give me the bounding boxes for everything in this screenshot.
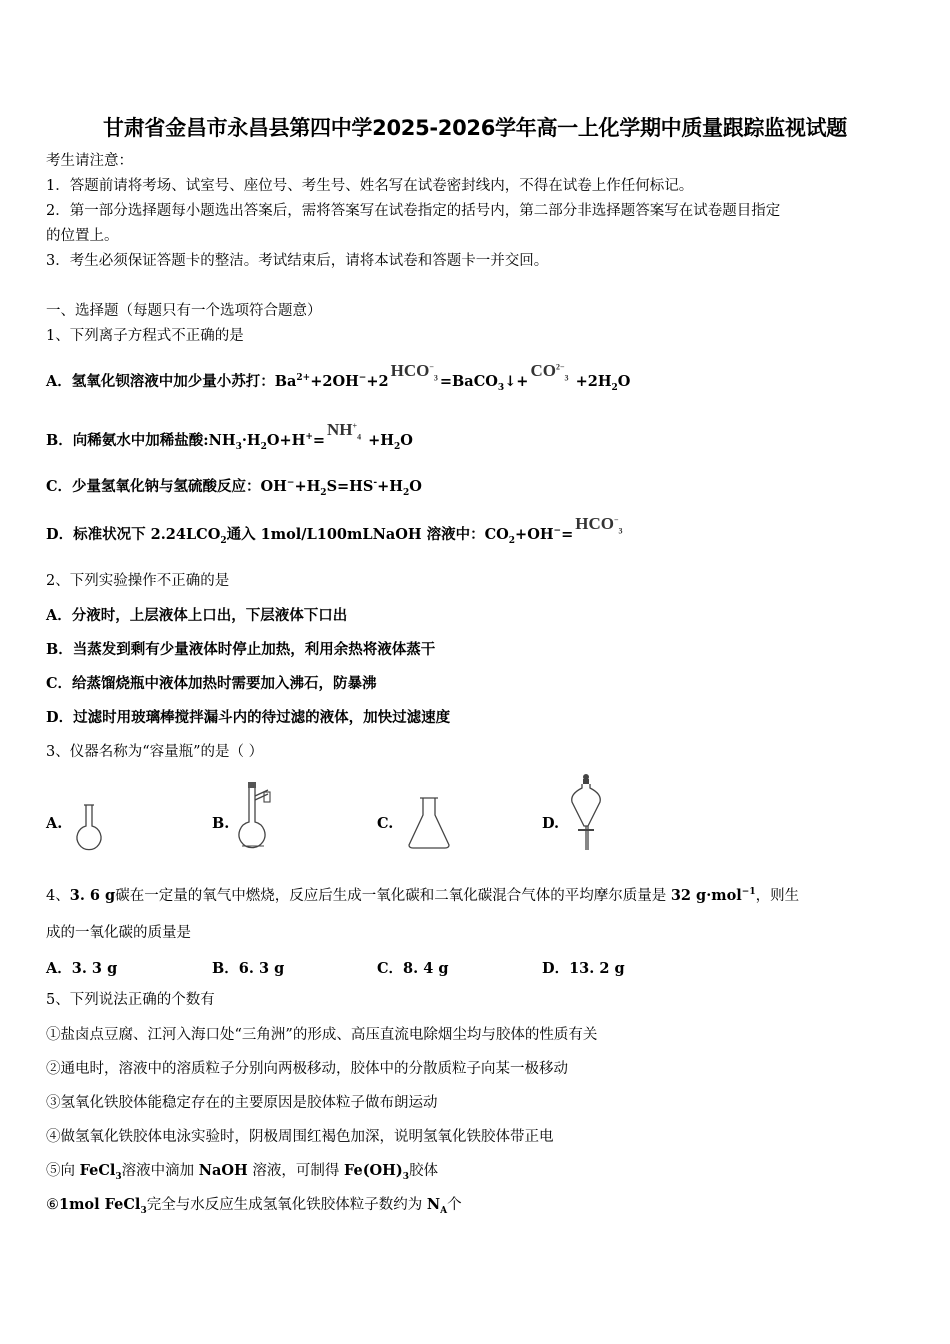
question-1-option-c: C．少量氢氧化钠与氢硫酸反应：$OH^-+H_2S=HS^-+H_2O$ <box>46 478 422 498</box>
question-1-option-b: B．向稀氨水中加稀盐酸$:NH_3\cdot H_2O+H^+=NH^+_4 +H_2O$ <box>46 420 413 452</box>
question-4-stem-cont: 成的一氧化碳的质量是 <box>46 925 191 941</box>
ammonium-formula: $NH^+_4$ <box>327 420 362 442</box>
question-4-option-a: A．3. 3 g <box>46 960 118 977</box>
question-3-option-d: D. <box>542 815 560 832</box>
question-5-statement-6: ⑥1mol FeCl$_3$完全与水反应生成氢氧化铁胶体粒子数约为 $N_A$个 <box>46 1196 462 1216</box>
question-2-option-d: D．过滤时用玻璃棒搅拌漏斗内的待过滤的液体，加快过滤速度 <box>46 709 451 726</box>
question-3-option-a: A. <box>46 815 63 832</box>
question-2-option-c: C．给蒸馏烧瓶中液体加热时需要加入沸石，防暴沸 <box>46 675 377 692</box>
notice-item-3: 3．考生必须保证答题卡的整洁。考试结束后，请将本试卷和答题卡一并交回。 <box>46 253 549 269</box>
question-2-option-a: A．分液时，上层液体上口出，下层液体下口出 <box>46 607 348 624</box>
question-4-option-b: B．6. 3 g <box>212 960 285 977</box>
question-2-option-b: B．当蒸发到剩有少量液体时停止加热，利用余热将液体蒸干 <box>46 641 436 658</box>
notice-item-2-cont: 的位置上。 <box>46 228 119 244</box>
question-4-option-d: D．13. 2 g <box>542 960 625 977</box>
question-1-option-a: A．氢氧化钡溶液中加少量小苏打：$Ba^{2+}+2OH^-+2HCO^-_3$ $=BaCO_3↓+CO^{2-}_3 +2H_2O$ <box>46 361 631 393</box>
question-5-statement-5: ⑤向 FeCl$_3$溶液中滴加 NaOH 溶液，可制得 $Fe(OH)_3$胶体 <box>46 1162 439 1182</box>
page-title: 甘肃省金昌市永昌县第四中学2025-2026学年高一上化学期中质量跟踪监视试题 <box>103 116 847 140</box>
question-5-statement-2: ②通电时，溶液中的溶质粒子分别向两极移动，胶体中的分散质粒子向某一极移动 <box>46 1061 568 1077</box>
question-5-statement-3: ③氢氧化铁胶体能稳定存在的主要原因是胶体粒子做布朗运动 <box>46 1095 438 1111</box>
bicarbonate-formula: $HCO^-_3$ <box>390 361 438 383</box>
question-4-option-c: C．8. 4 g <box>377 960 449 977</box>
question-1-stem: 1、下列离子方程式不正确的是 <box>46 328 244 344</box>
notice-heading: 考生请注意： <box>46 153 133 169</box>
round-flask-icon <box>72 803 106 857</box>
question-2-stem: 2、下列实验操作不正确的是 <box>46 573 230 589</box>
question-3-option-c: C. <box>377 815 394 832</box>
separatory-funnel-icon <box>566 772 606 858</box>
distilling-flask-icon <box>234 780 280 858</box>
notice-item-2: 2．第一部分选择题每小题选出答案后，需将答案写在试卷指定的括号内，第二部分非选择题答案写在试卷题目指定 <box>46 203 781 219</box>
section-heading: 一、选择题（每题只有一个选项符合题意） <box>46 303 322 319</box>
question-1-option-d: D．标准状况下 $2.24LCO_2$通入 1mol/L100mLNaOH 溶液中：$CO_2+OH^-=HCO^-_3$ <box>46 514 623 546</box>
conical-flask-icon <box>405 795 453 855</box>
question-3-option-b: B. <box>212 815 230 832</box>
notice-item-1: 1．答题前请将考场、试室号、座位号、考生号、姓名写在试卷密封线内，不得在试卷上作任何标记。 <box>46 178 694 194</box>
question-5-stem: 5、下列说法正确的个数有 <box>46 992 215 1008</box>
question-4-stem: 4、3. 6 g碳在一定量的氧气中燃烧，反应后生成一氧化碳和二氧化碳混合气体的平均摩尔质量是 32 g·mol$^{-1}$，则生 <box>46 887 800 904</box>
bicarbonate-formula-d: $HCO^-_3$ <box>575 514 623 536</box>
carbonate-formula: $CO^{2-}_3$ <box>530 361 569 383</box>
question-3-stem: 3、仪器名称为“容量瓶”的是（ ） <box>46 744 264 760</box>
question-5-statement-4: ④做氢氧化铁胶体电泳实验时，阴极周围红褐色加深，说明氢氧化铁胶体带正电 <box>46 1129 554 1145</box>
question-5-statement-1: ①盐卤点豆腐、江河入海口处“三角洲”的形成、高压直流电除烟尘均与胶体的性质有关 <box>46 1027 598 1043</box>
